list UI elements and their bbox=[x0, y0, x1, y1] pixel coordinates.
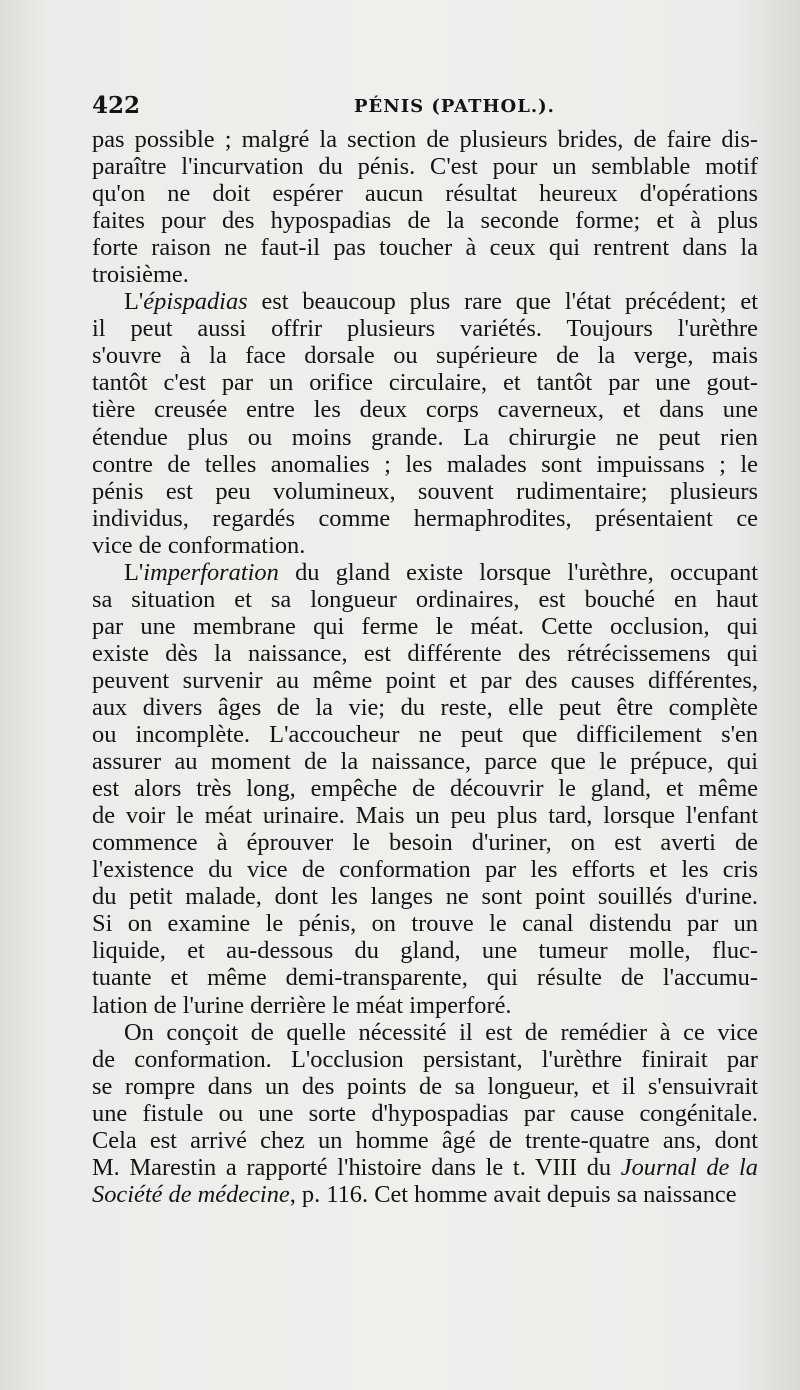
text-line: il peut aussi offrir plusieurs variétés. Toujours l'urèthre bbox=[92, 315, 758, 343]
text-line: peuvent survenir au même point et par des causes différentes, bbox=[92, 666, 758, 694]
text-line: tantôt c'est par un orifice circulaire, et tantôt par une gout- bbox=[92, 369, 758, 397]
text-line: aux divers âges de la vie; du reste, elle peut être complète bbox=[92, 693, 758, 721]
text-line: vice de conformation. bbox=[92, 531, 306, 559]
text-line: L'épispadias est beaucoup plus rare que l'état précédent; et bbox=[124, 288, 758, 316]
text-line: pénis est peu volumineux, souvent rudimentaire; plusieurs bbox=[92, 477, 758, 505]
text-line: étendue plus ou moins grande. La chirurgie ne peut rien bbox=[92, 423, 758, 451]
text-line: troisième. bbox=[92, 261, 189, 289]
text-line: M. Marestin a rapporté l'histoire dans le t. VIII du Journal de la bbox=[92, 1153, 758, 1181]
text-line: individus, regardés comme hermaphrodites, présentaient ce bbox=[92, 504, 758, 532]
paragraph bbox=[92, 126, 758, 288]
text-line: Société de médecine, p. 116. Cet homme avait depuis sa naissance bbox=[92, 1180, 737, 1208]
text-line: forte raison ne faut-il pas toucher à ceux qui rentrent dans la bbox=[92, 234, 758, 262]
text-line: L'imperforation du gland existe lorsque l'urèthre, occupant bbox=[124, 558, 758, 586]
paragraph bbox=[92, 1019, 758, 1208]
text-line: du petit malade, dont les langes ne sont point souillés d'urine. bbox=[92, 883, 758, 911]
text-line: pas possible ; malgré la section de plusieurs brides, de faire dis- bbox=[92, 126, 758, 153]
running-head: PÉNIS (PATHOL.). bbox=[354, 96, 555, 117]
text-line: est alors très long, empêche de découvrir le gland, et même bbox=[92, 775, 758, 803]
body-text bbox=[92, 126, 758, 1208]
text-line: de voir le méat urinaire. Mais un peu plus tard, lorsque l'enfant bbox=[92, 802, 758, 830]
text-line: Cela est arrivé chez un homme âgé de trente-quatre ans, dont bbox=[92, 1126, 758, 1154]
text-line: s'ouvre à la face dorsale ou supérieure de la verge, mais bbox=[92, 342, 758, 370]
text-line: lation de l'urine derrière le méat imperforé. bbox=[92, 991, 512, 1019]
text-line: paraître l'incurvation du pénis. C'est pour un semblable motif bbox=[92, 153, 758, 181]
text-line: se rompre dans un des points de sa longueur, et il s'ensuivrait bbox=[92, 1072, 758, 1100]
text-line: sa situation et sa longueur ordinaires, est bouché en haut bbox=[92, 585, 758, 613]
text-line: l'existence du vice de conformation par les efforts et les cris bbox=[92, 856, 758, 884]
text-line: faites pour des hypospadias de la seconde forme; et à plus bbox=[92, 207, 758, 235]
text-line: qu'on ne doit espérer aucun résultat heureux d'opérations bbox=[92, 180, 758, 208]
page-header bbox=[92, 92, 758, 124]
paragraph bbox=[92, 288, 758, 558]
text-line: assurer au moment de la naissance, parce que le prépuce, qui bbox=[92, 748, 758, 776]
text-line: par une membrane qui ferme le méat. Cette occlusion, qui bbox=[92, 612, 758, 640]
text-line: existe dès la naissance, est différente des rétrécissemens qui bbox=[92, 639, 758, 667]
paragraph bbox=[92, 559, 758, 1019]
text-line: une fistule ou une sorte d'hypospadias par cause congénitale. bbox=[92, 1099, 758, 1127]
text-line: tière creusée entre les deux corps caverneux, et dans une bbox=[92, 396, 758, 424]
text-line: Si on examine le pénis, on trouve le canal distendu par un bbox=[92, 910, 758, 938]
text-line: contre de telles anomalies ; les malades sont impuissans ; le bbox=[92, 450, 758, 478]
text-line: liquide, et au-dessous du gland, une tumeur molle, fluc- bbox=[92, 937, 758, 965]
page-number: 422 bbox=[92, 92, 141, 119]
text-line: ou incomplète. L'accoucheur ne peut que difficilement s'en bbox=[92, 721, 758, 749]
text-line: de conformation. L'occlusion persistant, l'urèthre finirait par bbox=[92, 1045, 758, 1073]
text-line: tuante et même demi-transparente, qui résulte de l'accumu- bbox=[92, 964, 758, 992]
text-line: On conçoit de quelle nécessité il est de remédier à ce vice bbox=[124, 1018, 758, 1046]
text-line: commence à éprouver le besoin d'uriner, on est averti de bbox=[92, 829, 758, 857]
